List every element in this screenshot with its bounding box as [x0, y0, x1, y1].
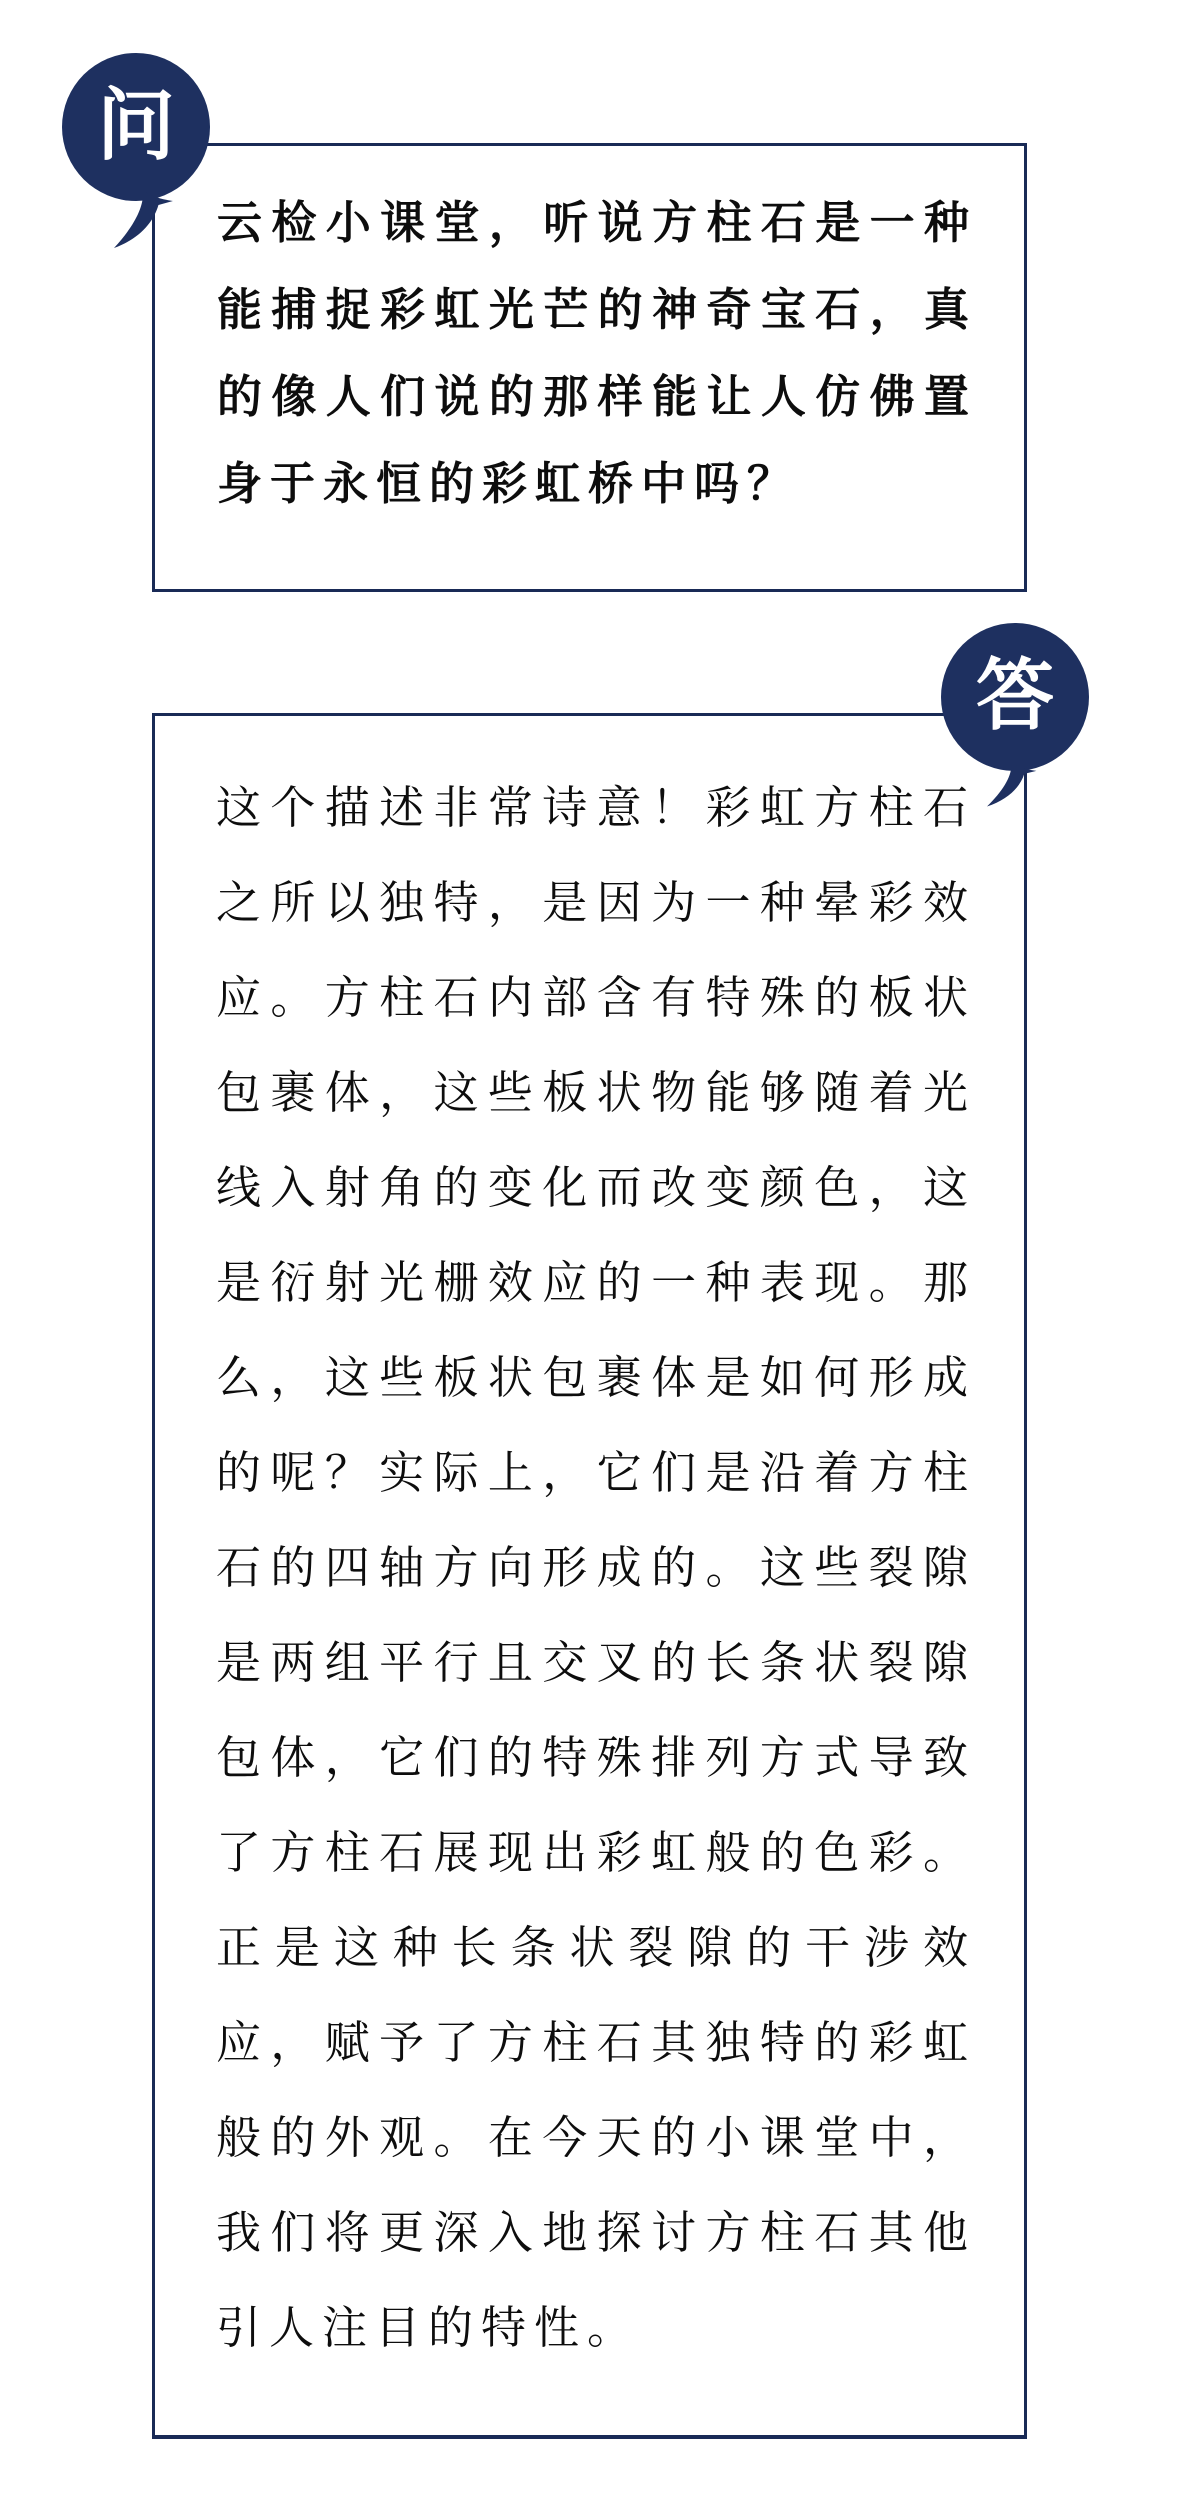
answer-badge-tail-icon [987, 764, 1039, 808]
answer-text: 这个描述非常诗意！彩虹方柱石之所以独特，是因为一种晕彩效应。方柱石内部含有特殊的板状包裹体，这些板状物能够随着光线入射角的变化而改变颜色，这是衍射光栅效应的一种表现。那么，这些板状包裹体是如何形成的呢？实际上，它们是沿着方柱石的四轴方向形成的。这些裂隙是两组平行且交叉的长条状裂隙包体，它们的特殊排列方式导致了方柱石展现出彩虹般的色彩。正是这种长条状裂隙的干涉效应，赋予了方柱石其独特的彩虹般的外观。在今天的小课堂中，我们将更深入地探讨方柱石其他引人注目的特性。 [216, 782, 976, 2353]
answer-box [152, 713, 1027, 2439]
question-box [152, 143, 1027, 592]
question-text: 云检小课堂，听说方柱石是一种能捕捉彩虹光芒的神奇宝石，真的像人们说的那样能让人仿佛置身于永恒的彩虹桥中吗？ [217, 197, 977, 509]
question-badge-tail-icon [114, 192, 176, 250]
answer-badge-label: 答 [975, 651, 1054, 739]
question-badge [62, 53, 210, 201]
question-badge-label: 问 [96, 81, 175, 169]
answer-badge [941, 623, 1089, 771]
